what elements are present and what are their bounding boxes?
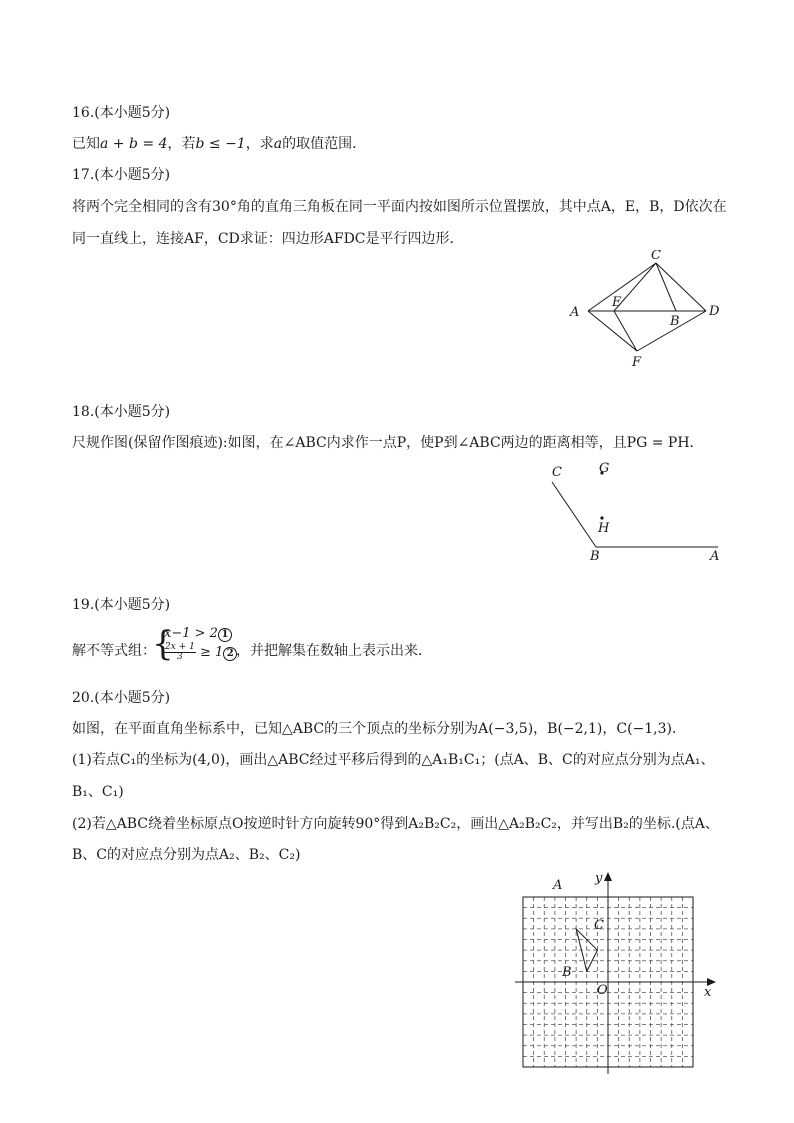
q18-label-G: G xyxy=(599,461,610,476)
q17-header: 17.(本小题5分) xyxy=(72,167,171,183)
q17-label-D: D xyxy=(709,304,720,319)
q17-line-AF xyxy=(588,311,637,351)
q18-figure xyxy=(540,456,730,566)
q18-ray-BC xyxy=(552,482,596,547)
q20-line3: B₁、C₁) xyxy=(72,784,124,800)
q19-frac-den: 3 xyxy=(177,652,183,662)
q20-y-arrow xyxy=(604,872,612,881)
q17-line-AC xyxy=(588,263,656,311)
q18-line1: 尺规作图(保留作图痕迹):如图，在∠ABC内求作一点P，使P到∠ABC两边的距离相等，且PG = PH． xyxy=(72,435,704,451)
q18-point-H xyxy=(600,516,603,519)
q20-header: 20.(本小题5分) xyxy=(72,690,171,706)
q16-m3: a xyxy=(273,136,283,152)
q18-label-A: A xyxy=(710,549,720,564)
q17-line-EF xyxy=(614,311,637,351)
q18-label-H: H xyxy=(598,521,610,536)
q20-line2: (1)若点C₁的坐标为(4,0)，画出△ABC经过平移后得到的△A₁B₁C₁；(点A、B、C的对应点分别为点A₁、 xyxy=(72,752,715,768)
q17-line-CD xyxy=(656,263,706,311)
q18-label-B: B xyxy=(590,549,600,564)
q19-circle2: 2 xyxy=(223,647,237,661)
q16-header: 16.(本小题5分) xyxy=(72,105,171,121)
q16-text xyxy=(72,135,366,153)
q19-ineq1 xyxy=(164,626,232,642)
q19-frac-num: 2x + 1 xyxy=(165,642,195,652)
q19-header: 19.(本小题5分) xyxy=(72,597,171,613)
q16-t4: 的取值范围． xyxy=(282,136,367,152)
q17-figure xyxy=(560,250,730,370)
q19-prefix: 解不等式组： xyxy=(72,643,156,659)
q20-label-x: x xyxy=(704,985,712,1000)
q17-label-A: A xyxy=(570,305,580,320)
q19-suffix: ，并把解集在数轴上表示出来． xyxy=(236,643,432,659)
q19-circle1: 1 xyxy=(218,628,232,642)
q19-ineq2 xyxy=(164,643,237,662)
q20-label-C: C xyxy=(594,918,604,933)
q16-t2: ，若 xyxy=(167,136,196,152)
q20-label-A: A xyxy=(553,878,563,893)
q16-m2: b ≤ −1 xyxy=(195,136,246,152)
q16-t3: ，求 xyxy=(245,136,274,152)
q19-brace: { xyxy=(152,624,174,664)
q20-label-B: B xyxy=(562,965,572,980)
q20-line4: (2)若△ABC绕着坐标原点O按逆时针方向旋转90°得到A₂B₂C₂，画出△A₂B₂C₂，并写出B₂的坐标.(点A、 xyxy=(72,816,719,832)
q19-fraction xyxy=(164,643,196,662)
q20-label-O: O xyxy=(597,983,608,998)
q17-label-B: B xyxy=(670,314,680,329)
q20-coordinate-grid xyxy=(510,868,725,1076)
q16-m1: a + b = 4 xyxy=(100,136,168,152)
q17-line1: 将两个完全相同的含有30°角的直角三角板在同一平面内按如图所示位置摆放，其中点A，E，B，D依次在 xyxy=(72,199,727,215)
q18-label-C: C xyxy=(552,465,562,480)
q20-line5: B、C的对应点分别为点A₂、B₂、C₂) xyxy=(72,847,301,863)
q20-line1: 如图，在平面直角坐标系中，已知△ABC的三个顶点的坐标分别为A(−3,5)，B(−2,1)，C(−1,3)． xyxy=(72,721,687,737)
q17-line-CB xyxy=(656,263,676,311)
q18-header: 18.(本小题5分) xyxy=(72,404,171,420)
q20-label-y: y xyxy=(595,871,603,886)
q17-label-E: E xyxy=(612,295,622,310)
q17-line2: 同一直线上，连接AF，CD求证：四边形AFDC是平行四边形． xyxy=(72,231,464,247)
q17-label-F: F xyxy=(632,355,642,370)
q16-t1: 已知 xyxy=(72,136,100,152)
q17-label-C: C xyxy=(651,250,661,263)
q19-ineq1-text: x−1 > 2 xyxy=(164,626,218,641)
q19-ineq2-rel: ≥ 1 xyxy=(199,645,224,660)
